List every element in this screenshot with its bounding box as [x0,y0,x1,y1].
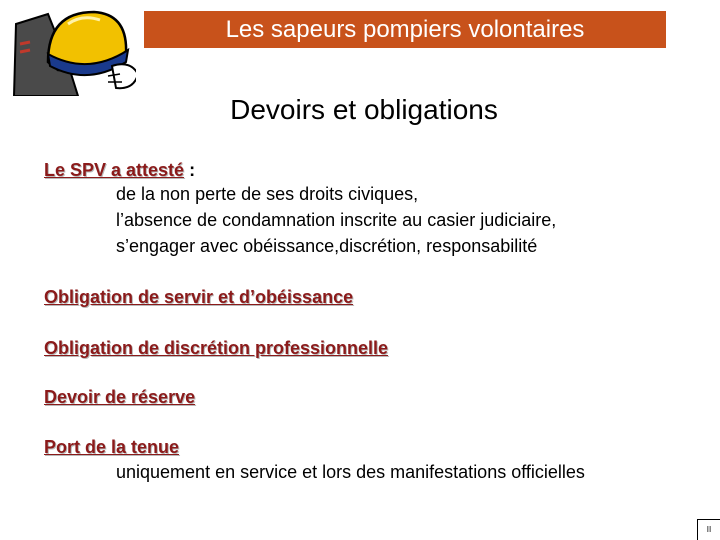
attested-line-3: s’engager avec obéissance,discrétion, responsabilité [116,236,538,256]
section-heading-servir: Obligation de servir et d’obéissance [44,287,354,307]
attested-line-1: de la non perte de ses droits civiques, [116,184,419,204]
section-heading-discretion: Obligation de discrétion professionnelle [44,338,389,358]
tenue-line-1: uniquement en service et lors des manifestations officielles [116,462,585,482]
heading-colon: : [189,160,196,180]
section-heading-reserve: Devoir de réserve [44,387,196,407]
section-heading-tenue: Port de la tenue [44,437,180,457]
section-heading-text: Le SPV a attesté [44,160,185,180]
section-heading-attested [44,160,195,181]
header-title: Les sapeurs pompiers volontaires [225,15,585,43]
page-subtitle: Devoirs et obligations [230,94,498,125]
header-title-bar [144,11,666,48]
attested-line-2: l’absence de condamnation inscrite au casier judiciaire, [116,210,557,230]
firefighter-helmet-icon [8,4,136,96]
page-corner-marker: II [697,519,720,540]
